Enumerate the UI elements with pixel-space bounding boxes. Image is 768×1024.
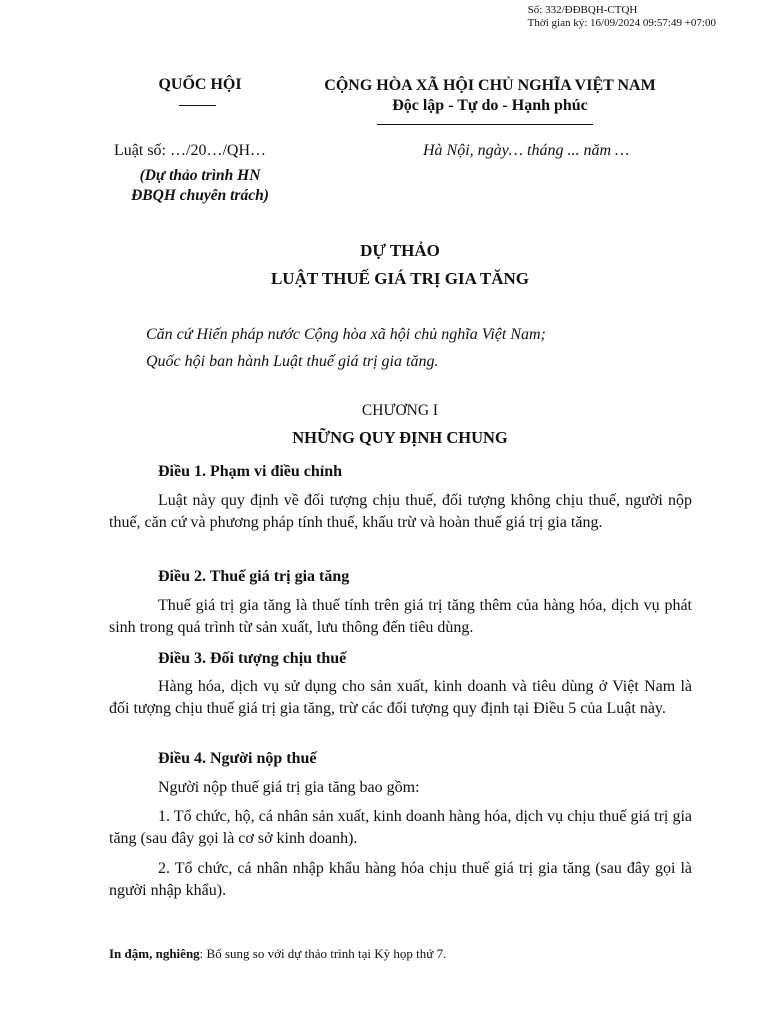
article-heading: Điều 4. Người nộp thuế <box>158 750 317 767</box>
country-name: CỘNG HÒA XÃ HỘI CHỦ NGHĨA VIỆT NAM <box>324 77 656 94</box>
article-paragraph: 1. Tổ chức, hộ, cá nhân sản xuất, kinh doanh hàng hóa, dịch vụ chịu thuế giá trị gia tăng (sau đây gọi là cơ sở kinh doanh). <box>109 808 692 847</box>
place-and-date: Hà Nội, ngày… tháng ... năm … <box>423 142 630 159</box>
stamp-signing-time: Thời gian ký: 16/09/2024 09:57:49 +07:00 <box>527 17 716 29</box>
digital-signature-stamp <box>528 4 716 30</box>
preamble-line: Căn cứ Hiến pháp nước Cộng hòa xã hội chủ nghĩa Việt Nam; <box>146 326 546 343</box>
motto-underline <box>377 124 593 125</box>
law-number: Luật số: …/20…/QH… <box>114 142 266 159</box>
article-paragraph: Luật này quy định về đối tượng chịu thuế, đối tượng không chịu thuế, người nộp thuế, căn cứ và phương pháp tính thuế, khấu trừ và hoàn thuế giá trị gia tăng. <box>109 492 692 531</box>
footnote-text: : Bổ sung so với dự thảo trình tại Kỳ họp thứ 7. <box>199 946 447 961</box>
footnote-emphasis: In đậm, nghiêng <box>109 946 200 961</box>
draft-note-line: ĐBQH chuyên trách) <box>131 187 269 204</box>
national-header <box>290 76 690 116</box>
footnote <box>109 946 446 962</box>
preamble-line: Quốc hội ban hành Luật thuế giá trị gia tăng. <box>146 353 439 370</box>
article-paragraph: Người nộp thuế giá trị gia tăng bao gồm: <box>158 779 420 796</box>
draft-note <box>110 166 290 206</box>
chapter-number: CHƯƠNG I <box>361 402 439 419</box>
document-title: LUẬT THUẾ GIÁ TRỊ GIA TĂNG <box>270 269 530 288</box>
stamp-document-number: Số: 332/ĐĐBQH-CTQH <box>527 4 638 16</box>
national-motto: Độc lập - Tự do - Hạnh phúc <box>392 97 588 114</box>
chapter-title: NHỮNG QUY ĐỊNH CHUNG <box>292 428 508 447</box>
article-paragraph: Hàng hóa, dịch vụ sử dụng cho sản xuất, kinh doanh và tiêu dùng ở Việt Nam là đối tượng chịu thuế giá trị gia tăng, trừ các đối tượng quy định tại Điều 5 của Luật này. <box>109 678 692 717</box>
issuing-organization: QUỐC HỘI <box>158 76 242 93</box>
article-heading: Điều 2. Thuế giá trị gia tăng <box>158 568 350 585</box>
document-type: DỰ THẢO <box>360 241 440 260</box>
org-underline <box>179 105 216 106</box>
article-heading: Điều 1. Phạm vi điều chỉnh <box>158 463 343 480</box>
article-paragraph: Thuế giá trị gia tăng là thuế tính trên giá trị tăng thêm của hàng hóa, dịch vụ phát sinh trong quá trình từ sản xuất, lưu thông đến tiêu dùng. <box>109 597 692 636</box>
article-heading: Điều 3. Đối tượng chịu thuế <box>158 650 347 667</box>
draft-note-line: (Dự thảo trình HN <box>139 167 261 184</box>
article-paragraph: 2. Tổ chức, cá nhân nhập khẩu hàng hóa chịu thuế giá trị gia tăng (sau đây gọi là người nhập khẩu). <box>109 860 692 899</box>
